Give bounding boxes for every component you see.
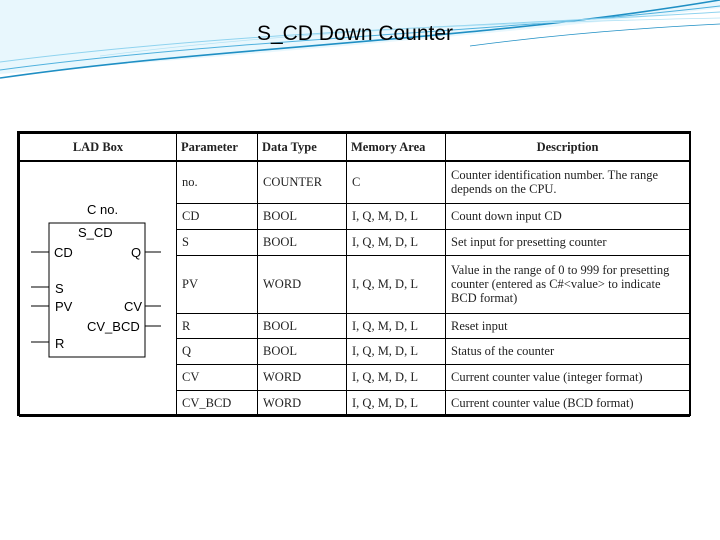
cell-data-type: WORD [258,390,347,416]
cell-memory-area: I, Q, M, D, L [347,364,446,390]
input-pv-label: PV [55,299,73,314]
cell-parameter: CD [177,203,258,229]
cell-data-type: BOOL [258,338,347,364]
header-description: Description [446,134,690,162]
cell-description: Counter identification number. The range depends on the CPU. [446,161,690,203]
parameter-table [19,133,690,417]
lad-box-cell [20,161,177,416]
header-parameter: Parameter [177,134,258,162]
cell-memory-area: I, Q, M, D, L [347,338,446,364]
block-name-label: S_CD [78,225,113,240]
cell-data-type: BOOL [258,313,347,338]
cell-data-type: COUNTER [258,161,347,203]
cell-description: Reset input [446,313,690,338]
output-q-label: Q [131,245,142,260]
cell-description: Set input for presetting counter [446,229,690,255]
output-cv-label: CV [124,299,143,314]
cell-data-type: WORD [258,364,347,390]
cell-parameter: CV [177,364,258,390]
cell-memory-area: C [347,161,446,203]
cell-memory-area: I, Q, M, D, L [347,390,446,416]
table-header-row [20,134,690,162]
table-row [20,161,690,203]
cell-description: Value in the range of 0 to 999 for presetting counter (entered as C#<value> to indicate BCD format) [446,255,690,313]
parameter-table-frame [17,131,691,416]
cell-data-type: BOOL [258,229,347,255]
counter-number-label: C no. [87,202,119,217]
slide-title: S_CD Down Counter [256,22,454,45]
lad-box-diagram [20,162,176,416]
cell-parameter: no. [177,161,258,203]
header-lad-box: LAD Box [20,134,177,162]
cell-description: Current counter value (BCD format) [446,390,690,416]
cell-parameter: PV [177,255,258,313]
cell-parameter: Q [177,338,258,364]
header-memory-area: Memory Area [347,134,446,162]
cell-memory-area: I, Q, M, D, L [347,229,446,255]
cell-parameter: CV_BCD [177,390,258,416]
cell-memory-area: I, Q, M, D, L [347,203,446,229]
cell-description: Count down input CD [446,203,690,229]
output-cv-bcd-label: CV_BCD [87,319,140,334]
cell-memory-area: I, Q, M, D, L [347,255,446,313]
cell-data-type: WORD [258,255,347,313]
input-cd-label: CD [54,245,73,260]
cell-description: Current counter value (integer format) [446,364,690,390]
cell-data-type: BOOL [258,203,347,229]
input-s-label: S [55,281,64,296]
cell-description: Status of the counter [446,338,690,364]
cell-parameter: R [177,313,258,338]
header-data-type: Data Type [258,134,347,162]
cell-memory-area: I, Q, M, D, L [347,313,446,338]
cell-parameter: S [177,229,258,255]
input-r-label: R [55,336,65,351]
